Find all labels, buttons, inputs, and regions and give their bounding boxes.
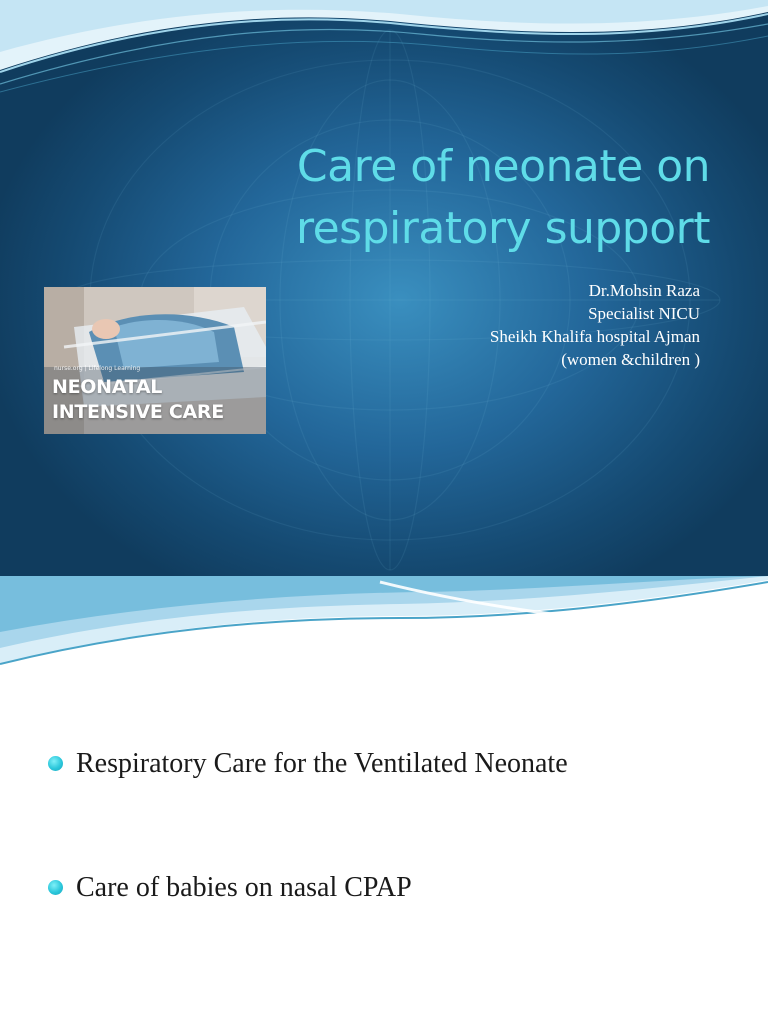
author-block	[380, 279, 700, 371]
slide-title	[150, 136, 710, 260]
title-line-1: Care of neonate on	[296, 141, 710, 192]
slide-wave-decoration	[0, 576, 768, 676]
author-hospital: Sheikh Khalifa hospital Ajman	[489, 327, 700, 346]
top-wave-decoration	[0, 0, 768, 100]
author-department: (women &children )	[561, 350, 700, 369]
photo-caption-line-2: INTENSIVE CARE	[52, 401, 224, 423]
author-role: Specialist NICU	[588, 304, 700, 323]
title-line-2: respiratory support	[295, 203, 710, 254]
content-slide	[0, 576, 768, 1024]
author-name: Dr.Mohsin Raza	[588, 281, 700, 300]
bullet-dot-icon	[48, 880, 63, 895]
photo-caption	[52, 375, 224, 425]
bullet-text-1: Respiratory Care for the Ventilated Neonate	[76, 748, 568, 779]
bullet-text-2: Care of babies on nasal CPAP	[76, 872, 412, 903]
nicu-photo	[44, 287, 266, 434]
bullet-dot-icon	[48, 756, 63, 771]
photo-caption-line-1: NEONATAL	[52, 376, 163, 398]
photo-logo-text: nurse.org | Lifelong Learning	[54, 365, 141, 372]
